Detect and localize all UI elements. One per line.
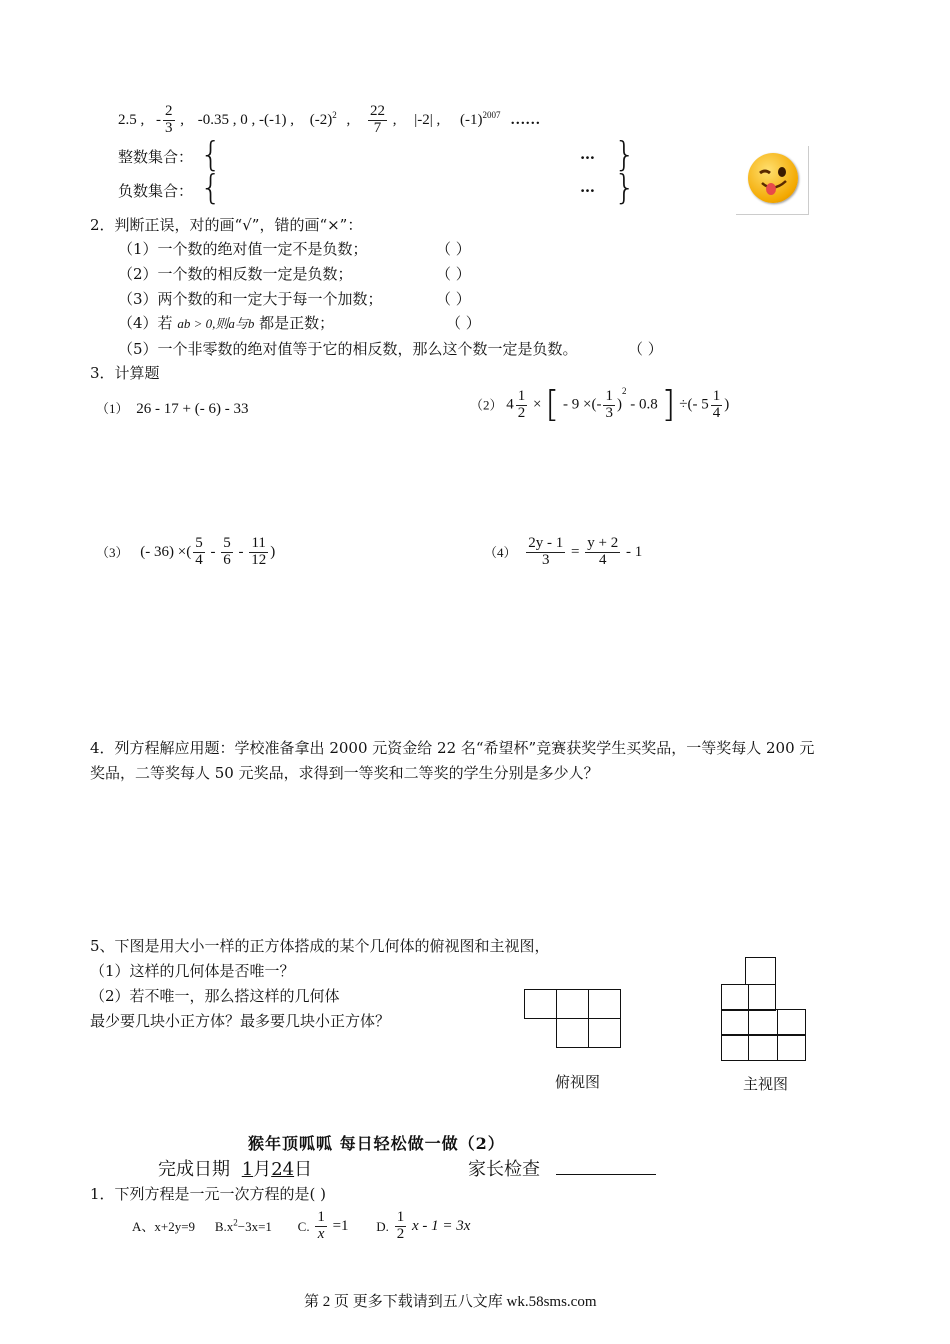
grid-cell bbox=[721, 984, 749, 1011]
q5-line-1: 5、下图是用大小一样的正方体搭成的某个几何体的俯视图和主视图， bbox=[90, 937, 550, 955]
grid-cell bbox=[721, 1034, 749, 1061]
grid-cell bbox=[745, 957, 776, 985]
q4-line-2: 奖品，二等奖每人 50 元奖品，求得到一等奖和二等奖的学生分别是多少人？ bbox=[90, 764, 599, 782]
s2-q1-options: A、x+2y=9 $B.x^2-3x=1$ C. $\frac{1}{x}$ =1 D. $\frac{1}{2}$ x - 1 = 3x bbox=[132, 1209, 471, 1242]
q2-title: 2．判断正误，对的画“√”，错的画“×”： bbox=[90, 216, 363, 234]
answer-paren: （ ） bbox=[436, 290, 471, 308]
q2-item-5: （5）一个非零数的绝对值等于它的相反数，那么这个数一定是负数。 bbox=[118, 340, 578, 358]
q1-number-list: 2.5 , - $\frac{2}{3}$ , -0.35 , 0 , -(-1) , $(-2)^2$ , $\frac{22}{7}$ , |-2| , $(-1)^{2007}$ …… bbox=[118, 103, 541, 137]
page-footer: 第 2 页 更多下载请到五八文库 wk.58sms.com bbox=[304, 1294, 597, 1310]
left-brace: { bbox=[200, 168, 222, 208]
grid-cell bbox=[748, 1009, 778, 1036]
front-view-caption: 主视图 bbox=[743, 1075, 789, 1093]
signature-blank[interactable] bbox=[556, 1160, 656, 1175]
grid-cell bbox=[748, 984, 776, 1011]
grid-cell bbox=[777, 1009, 806, 1036]
winking-face-icon bbox=[748, 153, 798, 203]
grid-cell bbox=[588, 989, 621, 1019]
left-brace: { bbox=[200, 135, 222, 175]
q5-line-2: （1）这样的几何体是否唯一？ bbox=[90, 962, 295, 980]
grid-cell bbox=[588, 1018, 621, 1048]
q3-part-4: （4） $\frac{2y - 1}{3}$ = $\frac{y + 2}{4}$ - 1 bbox=[484, 535, 643, 568]
fraction-2-3: $\frac{2}{3}$ bbox=[165, 103, 173, 137]
grid-cell bbox=[721, 1009, 749, 1036]
q3-part-3: （3） (- 36) ×( $\frac{5}{4}$ - $\frac{5}{6}$ - $\frac{11}{12}$ ) bbox=[96, 535, 276, 568]
set-ellipsis: … bbox=[580, 178, 595, 196]
q5-line-4: 最少要几块小正方体？最多要几块小正方体？ bbox=[90, 1012, 391, 1030]
q3-title: 3．计算题 bbox=[90, 364, 160, 382]
answer-paren: （ ） bbox=[446, 314, 481, 332]
q4-line-1: 4．列方程解应用题：学校准备拿出 2000 元资金给 22 名“希望杯”竞赛获奖学生买奖品，一等奖每人 200 元 bbox=[90, 739, 815, 757]
completion-date: 完成日期 1月24日 bbox=[158, 1159, 313, 1180]
parent-check: 家长检查 bbox=[468, 1155, 656, 1181]
grid-cell bbox=[524, 989, 557, 1019]
grid-cell bbox=[777, 1034, 806, 1061]
fraction-22-7: $\frac{22}{7}$ bbox=[369, 103, 385, 137]
answer-paren: （ ） bbox=[628, 340, 663, 358]
grid-cell bbox=[556, 1018, 589, 1048]
top-view-caption: 俯视图 bbox=[555, 1073, 601, 1091]
grid-cell bbox=[556, 989, 589, 1019]
s2-q1-title: 1．下列方程是一元一次方程的是( ) bbox=[90, 1185, 327, 1203]
q3-part-1: （1） 26 - 17 + (- 6) - 33 bbox=[96, 401, 249, 417]
negative-set-label: 负数集合： bbox=[118, 182, 194, 200]
set-ellipsis: … bbox=[580, 145, 595, 163]
integer-set-label: 整数集合： bbox=[118, 148, 194, 166]
answer-paren: （ ） bbox=[436, 265, 471, 283]
q3-part-2: （2） 4 $\frac{1}{2}$ × [ - 9 ×(- $\frac{1}{3}$ )$^2$ - 0.8 ] ÷(- 5 $\frac{1}{4}$ ) bbox=[470, 384, 730, 425]
right-brace: } bbox=[614, 168, 636, 208]
q2-item-2: （2）一个数的相反数一定是负数； bbox=[118, 265, 353, 283]
q5-line-3: （2）若不唯一，那么搭这样的几何体 bbox=[90, 987, 340, 1005]
section-title: 猴年顶呱呱 每日轻松做一做（2） bbox=[248, 1134, 505, 1153]
q2-item-4: （4）若 ab > 0,则a与b 都是正数； bbox=[118, 314, 335, 332]
q2-item-3: （3）两个数的和一定大于每一个加数； bbox=[118, 290, 383, 308]
right-brace: } bbox=[614, 135, 636, 175]
q2-item-1: （1）一个数的绝对值一定不是负数； bbox=[118, 240, 368, 258]
grid-cell bbox=[748, 1034, 778, 1061]
answer-paren: （ ） bbox=[436, 240, 471, 258]
